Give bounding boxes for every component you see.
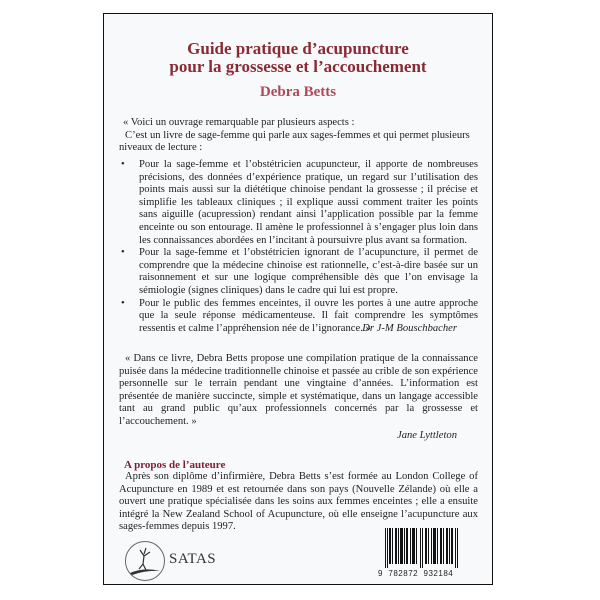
publisher-name: SATAS xyxy=(169,551,217,567)
review-signature-1: Dr J-M Bouschbacher xyxy=(362,323,457,334)
isbn-barcode xyxy=(385,528,459,568)
book-title xyxy=(104,40,492,76)
review-bullet: • Pour la sage-femme et l’obstétricien ignorant de l’acupuncture, il permet de comprendre que la médecine chinoise est rationnelle, c’est-à-dire basée sur un raisonnement et sur une logique compréhensible dès que l’on envisage la sémiologie (signes cliniques) dans le cadre qui lui est propre. xyxy=(119,247,478,297)
review-intro xyxy=(119,117,478,155)
title-line-1: Guide pratique d’acupuncture xyxy=(187,39,409,58)
about-author-text: Après son diplôme d’infirmière, Debra Betts s’est formée au London College of Acupuncture en 1989 et est retournée dans son pays (Nouvelle Zélande) où elle a ouvert une pratique spécialisée dans les soins aux femmes enceintes ; elle a ensuite intégré la New Zealand School of Acupuncture, où elle enseigne l’acupuncture aux sages-femmes depuis 1997. xyxy=(119,471,478,533)
review-quote-2: « Dans ce livre, Debra Betts propose une compilation pratique de la connaissance puisée dans la médecine traditionnelle chinoise et passée au crible de son expérience personnelle sur le terrain pendant une vingtaine d’années. L’information est présentée de manière succincte, simple et systématique, dans un langage accessible tant au grand public qu’aux professionnels concernés par la grossesse et l’accouchement. » xyxy=(119,353,478,427)
review-bullet: • Pour la sage-femme et l’obstétricien acupuncteur, il apporte de nombreuses précisions, des données d’expérience pratique, un regard sur l’utilisation des points mais aussi sur la diététique chinoise pendant la grossesse ; il précise et simplifie les tableaux cliniques ; il explique aussi comment traiter les points sans aiguille (acupression) rendant ainsi l’application possible par la femme enceinte ou son entourage. Il amène le professionnel à s’engager plus loin dans les connaissances abordées en l’incitant à poursuivre plus avant sa formation. xyxy=(119,159,478,247)
book-back-cover xyxy=(103,13,493,585)
isbn-number: 9 782872 932184 xyxy=(378,569,454,578)
review-intro-line-2: C’est un livre de sage-femme qui parle aux sages-femmes et qui permet plusieurs niveaux de lecture : xyxy=(119,129,470,154)
review-intro-line-1: « Voici un ouvrage remarquable par plusieurs aspects : xyxy=(123,117,355,128)
title-line-2: pour la grossesse et l’accouchement xyxy=(169,57,427,76)
about-author-heading: A propos de l’auteure xyxy=(124,459,226,471)
review-bullet-list xyxy=(119,159,478,335)
review-signature-2: Jane Lyttleton xyxy=(397,430,457,441)
book-author: Debra Betts xyxy=(259,84,337,100)
dancer-figure-logo-icon xyxy=(125,541,165,581)
review-bullet: • Pour le public des femmes enceintes, il ouvre les portes à une autre approche que la seule réponse médicamenteuse. Il fait comprendre les symptômes ressentis et calme l’appréhension née de l’ignorance. » xyxy=(119,298,478,336)
